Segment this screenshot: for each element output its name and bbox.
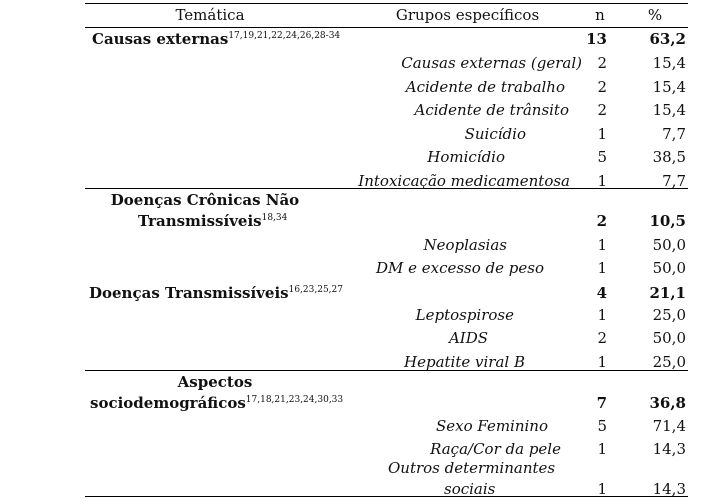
section-title-text: Doenças Transmissíveis [89,284,289,302]
group-n: 5 [597,148,607,166]
group-pct: 38,5 [652,148,686,166]
section-pct: 36,8 [649,394,686,412]
group-n: 1 [597,480,607,498]
group-n: 1 [597,236,607,254]
header-bottom-rule [85,27,688,28]
group-label: Acidente de trânsito [414,101,569,119]
section-title [92,30,340,48]
section-title-text: Transmissíveis [138,212,262,230]
group-pct: 14,3 [652,440,686,458]
group-n: 1 [597,172,607,190]
section-refs: 16,23,25,27 [288,285,343,295]
group-pct: 25,0 [652,306,686,324]
group-n: 2 [597,101,607,119]
section-refs: 17,18,21,23,24,30,33 [245,395,344,405]
group-label: Homicídio [427,148,505,166]
section-n: 2 [596,212,607,230]
group-n: 2 [597,78,607,96]
section-n: 4 [596,284,607,302]
section-n: 13 [586,30,607,48]
section-n: 7 [596,394,607,412]
section-refs: 17,19,21,22,24,26,28-34 [228,31,341,41]
group-pct: 50,0 [652,329,686,347]
section-title [138,212,287,230]
column-header-pct: % [647,6,663,24]
group-label: Neoplasias [423,236,507,254]
column-header-tematica: Temática [175,6,245,24]
group-label: sociais [444,480,496,498]
group-pct: 14,3 [652,480,686,498]
group-pct: 15,4 [652,54,686,72]
section-title-text: sociodemográficos [90,394,246,412]
section-pct: 10,5 [649,212,686,230]
group-pct: 7,7 [662,172,686,190]
group-n: 1 [597,440,607,458]
group-label: AIDS [448,329,488,347]
group-label: Intoxicação medicamentosa [358,172,570,190]
group-label: Suicídio [464,125,526,143]
group-n: 5 [597,417,607,435]
group-label: Acidente de trabalho [405,78,565,96]
group-n: 1 [597,259,607,277]
group-pct: 7,7 [662,125,686,143]
group-label: Sexo Feminino [435,417,548,435]
section-refs: 18,34 [261,213,288,223]
group-label: Leptospirose [415,306,514,324]
group-pct: 15,4 [652,78,686,96]
section-title: Doenças Crônicas Não [110,191,300,209]
group-n: 2 [597,329,607,347]
section-pct: 63,2 [649,30,686,48]
group-label: Causas externas (geral) [401,54,582,72]
group-n: 1 [597,353,607,371]
section-pct: 21,1 [649,284,686,302]
section-title: Aspectos [177,373,253,391]
group-n: 2 [597,54,607,72]
group-label: Hepatite viral B [404,353,525,371]
section-title [89,284,343,302]
group-pct: 25,0 [652,353,686,371]
group-label: Raça/Cor da pele [430,440,561,458]
group-pct: 71,4 [652,417,686,435]
column-header-n: n [595,6,605,24]
column-header-grupos: Grupos específicos [395,6,540,24]
group-pct: 15,4 [652,101,686,119]
group-label: Outros determinantes [388,459,556,477]
group-label: DM e excesso de peso [375,259,544,277]
group-pct: 50,0 [652,236,686,254]
group-n: 1 [597,125,607,143]
section-title-text: Causas externas [92,30,229,48]
group-n: 1 [597,306,607,324]
group-pct: 50,0 [652,259,686,277]
section-title [90,394,343,412]
table-top-rule [85,3,688,4]
